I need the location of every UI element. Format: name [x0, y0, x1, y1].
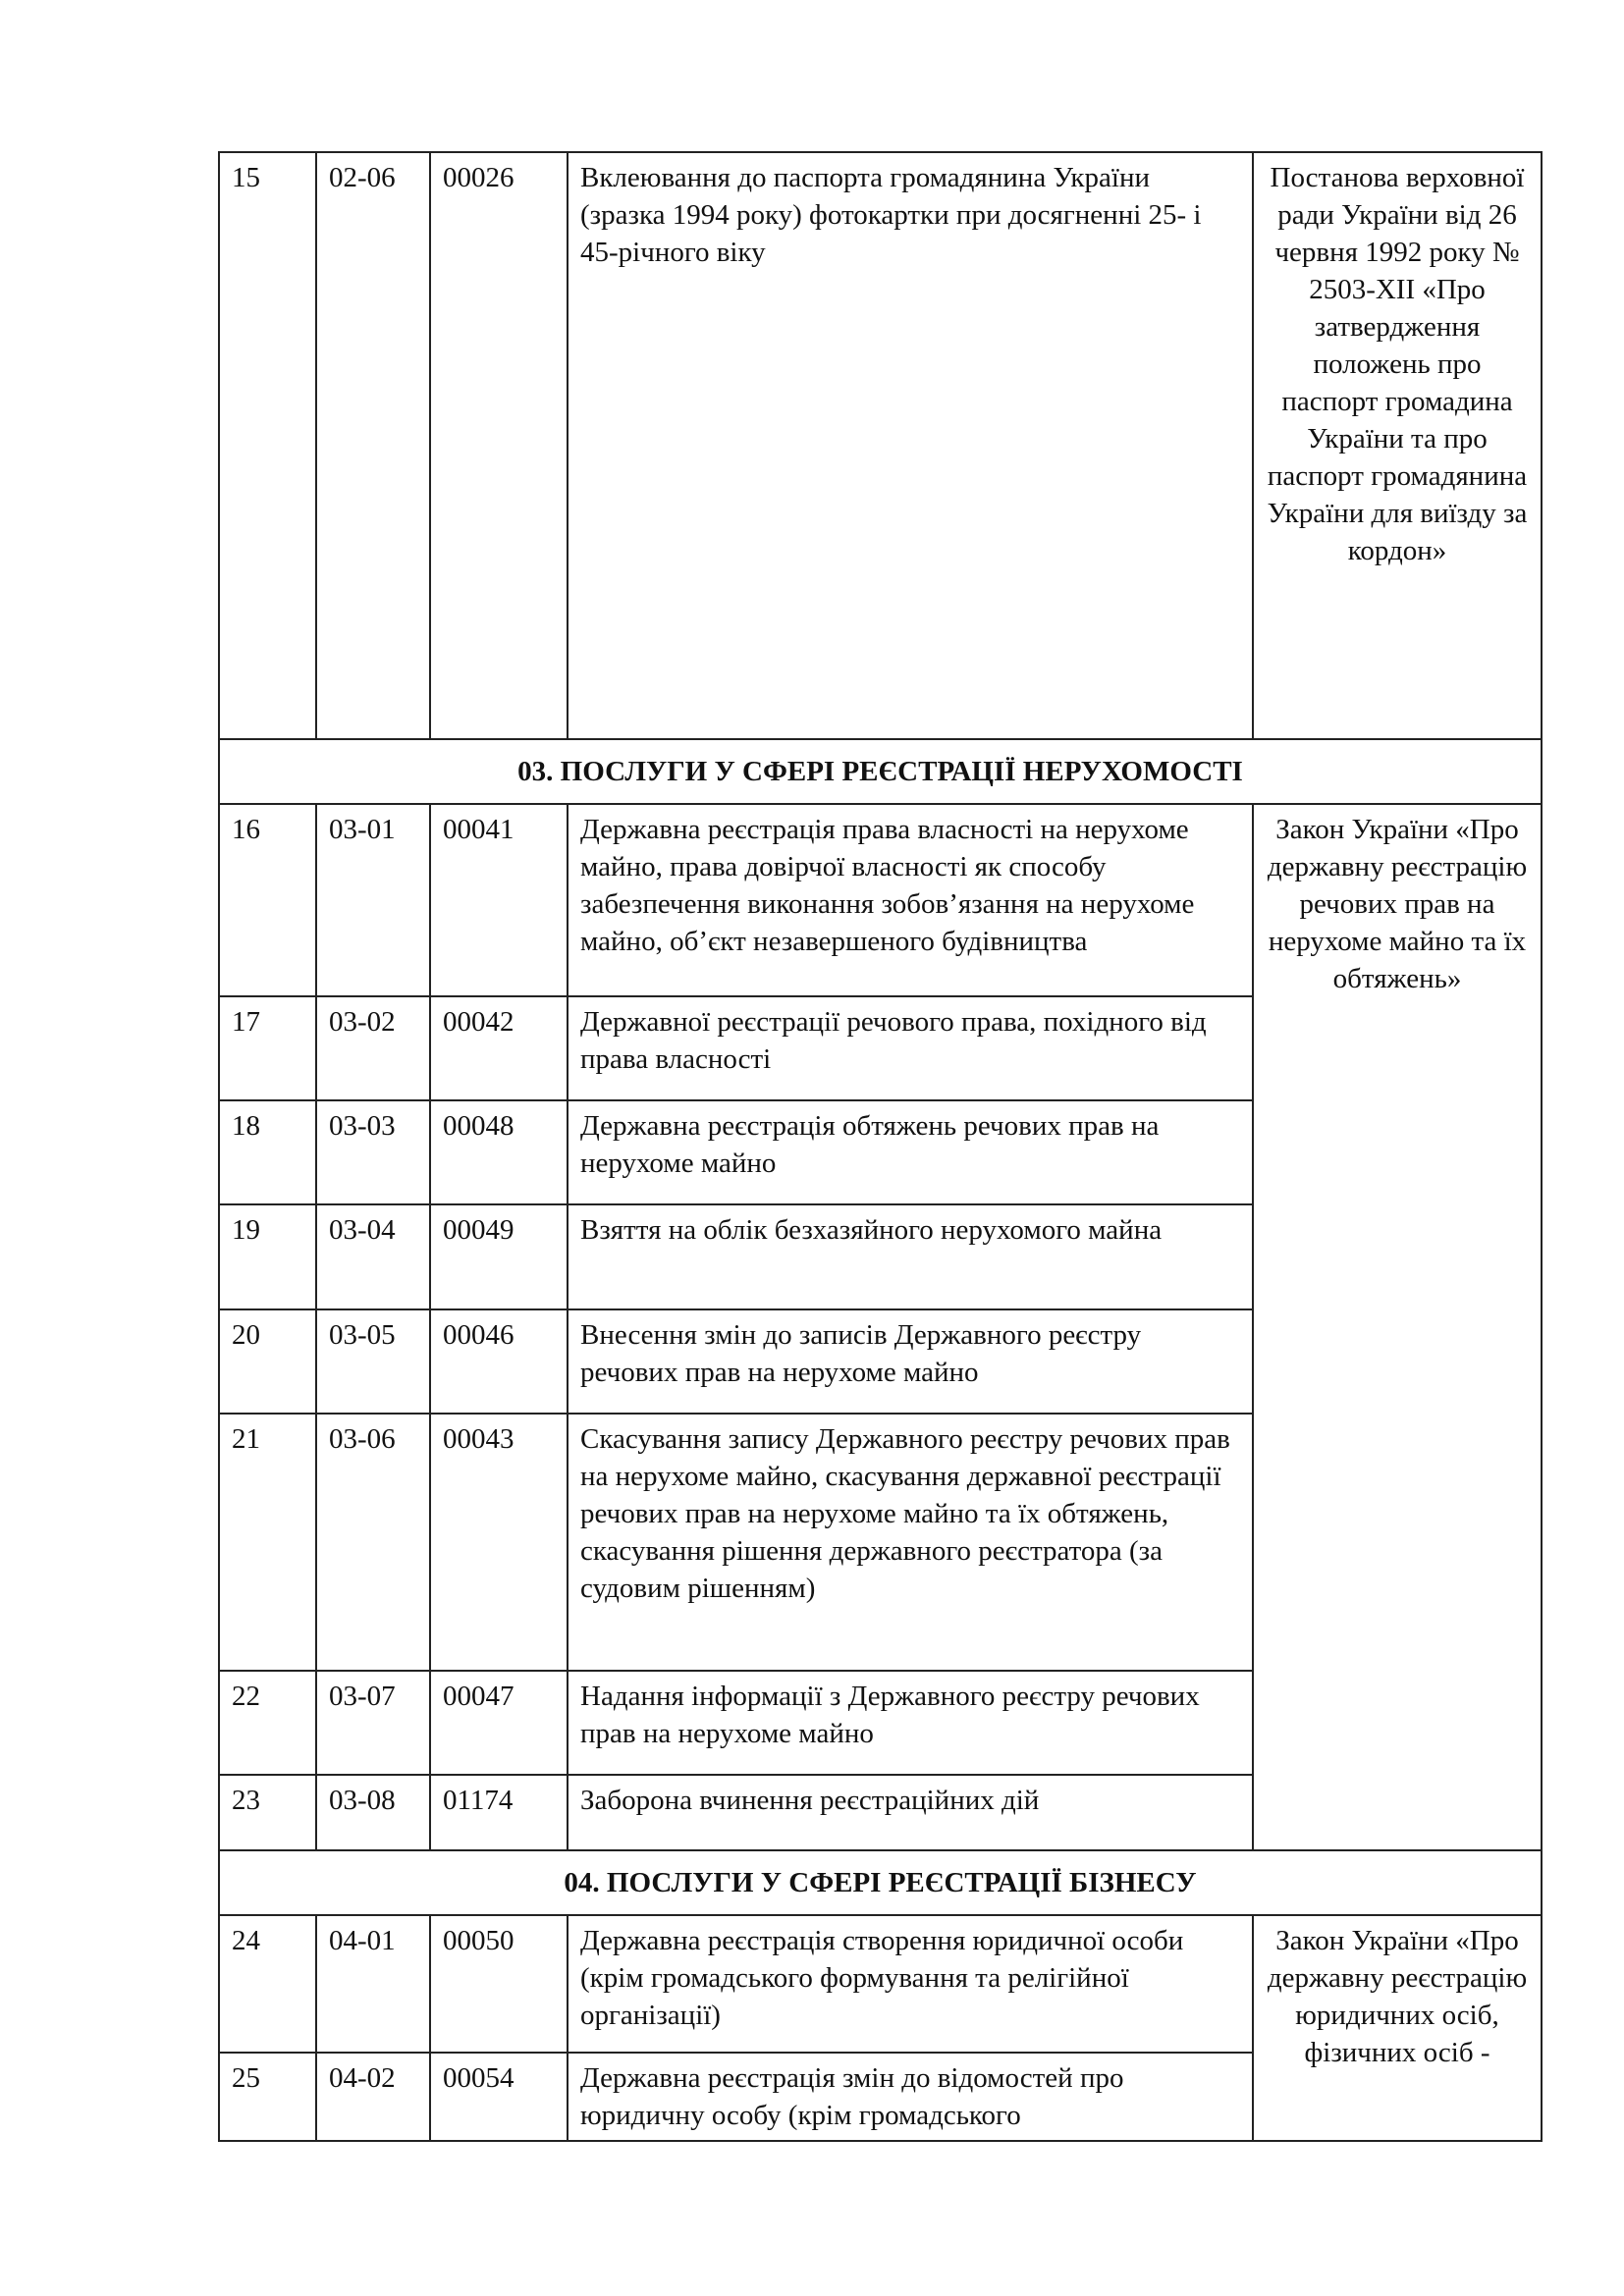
service-description: Державна реєстрація права власності на нерухоме майно, права довірчої власності як способу забезпечення виконання зобов’язання на нерухоме майно, об’єкт незавершеного будівництва	[568, 804, 1253, 996]
service-group-code: 04-02	[316, 2053, 430, 2141]
service-id: 00047	[430, 1671, 568, 1775]
service-id: 00043	[430, 1414, 568, 1671]
service-group-code: 03-04	[316, 1204, 430, 1309]
service-id: 00054	[430, 2053, 568, 2141]
row-number: 17	[219, 996, 316, 1100]
service-id: 00049	[430, 1204, 568, 1309]
service-group-code: 03-05	[316, 1309, 430, 1414]
service-description: Державна реєстрація змін до відомостей про юридичну особу (крім громадського	[568, 2053, 1253, 2141]
service-id: 00042	[430, 996, 568, 1100]
service-group-code: 03-03	[316, 1100, 430, 1204]
service-group-code: 03-07	[316, 1671, 430, 1775]
table-row	[219, 1915, 1542, 2053]
section-header	[219, 739, 1542, 804]
row-number: 15	[219, 152, 316, 739]
row-number: 21	[219, 1414, 316, 1671]
table-row	[219, 804, 1542, 996]
service-id: 00041	[430, 804, 568, 996]
legal-basis: Закон України «Про державну реєстрацію речових прав на нерухоме майно та їх обтяжень»	[1253, 804, 1542, 1850]
service-description: Скасування запису Державного реєстру речових прав на нерухоме майно, скасування державної реєстрації речових прав на нерухоме майно та їх обтяжень, скасування рішення державного реєстратора (за судовим рішенням)	[568, 1414, 1253, 1671]
section-header	[219, 1850, 1542, 1915]
row-number: 19	[219, 1204, 316, 1309]
service-description: Вклеювання до паспорта громадянина України (зразка 1994 року) фотокартки при досягненні 25- і 45-річного віку	[568, 152, 1253, 739]
service-group-code: 03-06	[316, 1414, 430, 1671]
service-description: Внесення змін до записів Державного реєстру речових прав на нерухоме майно	[568, 1309, 1253, 1414]
row-number: 25	[219, 2053, 316, 2141]
service-description: Державна реєстрація створення юридичної особи (крім громадського формування та релігійної організації)	[568, 1915, 1253, 2053]
row-number: 20	[219, 1309, 316, 1414]
section-title: 03. ПОСЛУГИ У СФЕРІ РЕЄСТРАЦІЇ НЕРУХОМОСТІ	[219, 739, 1542, 804]
service-description: Надання інформації з Державного реєстру речових прав на нерухоме майно	[568, 1671, 1253, 1775]
row-number: 16	[219, 804, 316, 996]
services-table	[218, 151, 1543, 2142]
service-id: 00048	[430, 1100, 568, 1204]
service-group-code: 04-01	[316, 1915, 430, 2053]
service-id: 00026	[430, 152, 568, 739]
service-id: 00046	[430, 1309, 568, 1414]
row-number: 22	[219, 1671, 316, 1775]
service-group-code: 02-06	[316, 152, 430, 739]
service-id: 01174	[430, 1775, 568, 1850]
row-number: 23	[219, 1775, 316, 1850]
row-number: 24	[219, 1915, 316, 2053]
service-group-code: 03-01	[316, 804, 430, 996]
section-title: 04. ПОСЛУГИ У СФЕРІ РЕЄСТРАЦІЇ БІЗНЕСУ	[219, 1850, 1542, 1915]
service-description: Державна реєстрація обтяжень речових прав на нерухоме майно	[568, 1100, 1253, 1204]
service-description: Взяття на облік безхазяйного нерухомого майна	[568, 1204, 1253, 1309]
service-group-code: 03-08	[316, 1775, 430, 1850]
service-group-code: 03-02	[316, 996, 430, 1100]
legal-basis: Постанова верховної ради України від 26 червня 1992 року № 2503-XII «Про затвердження положень про паспорт громадина України та про паспорт громадянина України для виїзду за кордон»	[1253, 152, 1542, 739]
legal-basis: Закон України «Про державну реєстрацію юридичних осіб, фізичних осіб -	[1253, 1915, 1542, 2141]
row-number: 18	[219, 1100, 316, 1204]
service-id: 00050	[430, 1915, 568, 2053]
service-description: Заборона вчинення реєстраційних дій	[568, 1775, 1253, 1850]
table-row	[219, 152, 1542, 739]
service-description: Державної реєстрації речового права, похідного від права власності	[568, 996, 1253, 1100]
